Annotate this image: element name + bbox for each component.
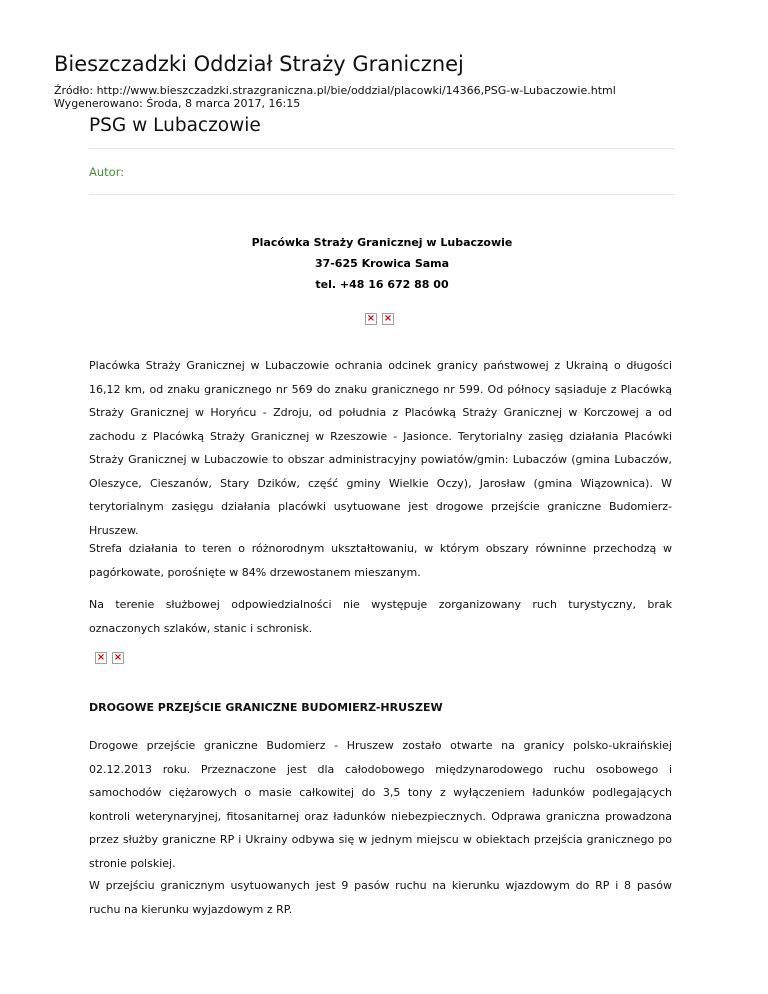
- broken-image-icon: ×: [366, 313, 376, 324]
- paragraph: Na terenie służbowej odpowiedzialności nie występuje zorganizowany ruch turystyczny, brak oznaczonych szlaków, stanic i schronisk.: [89, 598, 672, 635]
- section-heading: DROGOWE PRZEJŚCIE GRANICZNE BUDOMIERZ-HRUSZEW: [89, 701, 443, 714]
- paragraph: Placówka Straży Granicznej w Lubaczowie ochrania odcinek granicy państwowej z Ukrainą o długości 16,12 km, od znaku granicznego nr 569 do znaku granicznego nr 599. Od północy sąsiaduje z Placówką Straży Granicznej w Horyńcu - Zdroju, od południa z Placówką Straży Granicznej w Korczowej a od zachodu z Placówką Straży Granicznej w Rzeszowie - Jasionce. Terytorialny zasięg działania Placówki Straży Granicznej w Lubaczowie to obszar administracyjny powiatów/gmin: Lubaczów (gmina Lubaczów, Oleszyce, Cieszanów, Stary Dzików, część gminy Wielkie Oczy), Jarosław (gmina Wiązownica). W terytorialnym zasięgu działania placówki usytuowane jest drogowe przejście graniczne Budomierz-Hruszew.: [89, 359, 672, 537]
- divider: [89, 148, 675, 149]
- source-meta: [54, 84, 616, 110]
- broken-image-icon: ×: [113, 652, 123, 663]
- contact-phone: tel. +48 16 672 88 00: [315, 278, 449, 291]
- broken-image-icon: ×: [96, 652, 106, 663]
- paragraph: W przejściu granicznym usytuowanych jest 9 pasów ruchu na kierunku wjazdowym do RP i 8 pasów ruchu na kierunku wyjazdowym z RP.: [89, 879, 672, 916]
- contact-name: Placówka Straży Granicznej w Lubaczowie: [251, 236, 513, 249]
- generated-line: Wygenerowano: Środa, 8 marca 2017, 16:15: [54, 97, 301, 110]
- paragraph: Drogowe przejście graniczne Budomierz - Hruszew zostało otwarte na granicy polsko-ukraińskiej 02.12.2013 roku. Przeznaczone jest dla całodobowego międzynarodowego ruchu osobowego i samochodów ciężarowych o masie całkowitej do 3,5 tony z wyłączeniem ładunków podlegających kontroli weterynaryjnej, fitosanitarnej oraz ładunków niebezpiecznych. Odprawa graniczna prowadzona przez służby graniczne RP i Ukrainy odbywa się w jednym miejscu w obiektach przejścia granicznego po stronie polskiej.: [89, 739, 672, 870]
- contact-address: 37-625 Krowica Sama: [314, 257, 450, 270]
- paragraph: Strefa działania to teren o różnorodnym ukształtowaniu, w którym obszary równinne przechodzą w pagórkowate, porośnięte w 84% drzewostanem mieszanym.: [89, 542, 672, 579]
- broken-image-icon: ×: [383, 313, 393, 324]
- site-title: Bieszczadzki Oddział Straży Granicznej: [54, 52, 464, 76]
- author-label: Autor:: [89, 165, 125, 179]
- image-group: [95, 652, 124, 664]
- image-group: [365, 313, 394, 325]
- contact-block: [89, 232, 675, 295]
- page-title: PSG w Lubaczowie: [89, 115, 261, 136]
- divider: [89, 194, 675, 195]
- source-line: Źródło: http://www.bieszczadzki.strazgraniczna.pl/bie/oddzial/placowki/14366,PSG-w-Lubaczowie.html: [54, 84, 616, 97]
